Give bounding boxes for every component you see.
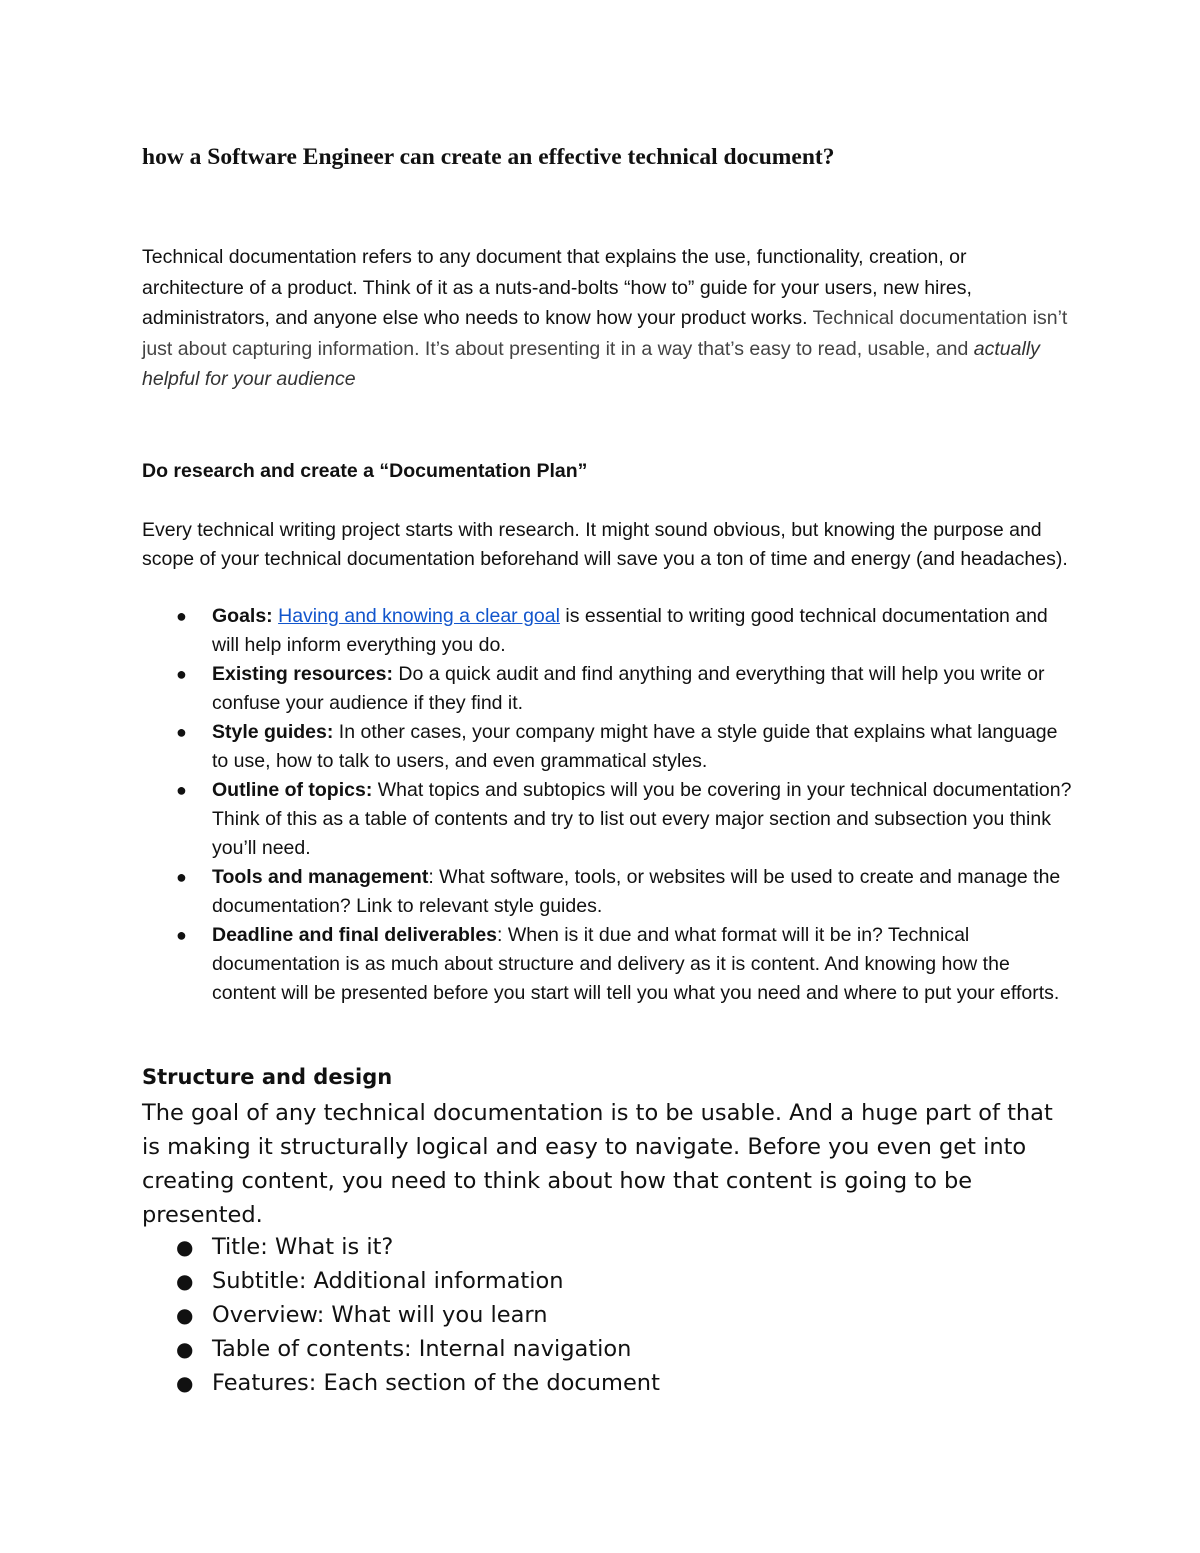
item-text: Overview: What will you learn [212,1302,548,1328]
bullet-icon: ● [176,606,187,626]
item-label: Tools and management [212,866,429,888]
list-item [142,660,1072,718]
intro-part-3: actually helpful for your audience [142,337,1040,390]
structure-heading: Structure and design [142,1065,393,1089]
item-text: is essential to writing good technical documentation and will help inform everything you do. [212,605,1048,656]
list-item [142,1230,1072,1264]
list-item [142,1366,1072,1400]
bullet-icon: ● [176,1371,194,1395]
bullet-icon: ● [176,867,187,887]
bullet-icon: ● [176,1269,194,1293]
list-item [142,1332,1072,1366]
bullet-icon: ● [176,1337,194,1361]
intro-part-2: Technical documentation isn’t just about capturing information. It’s about presenting it in a way that’s easy to read, usable, and [142,307,1068,360]
list-item [142,921,1072,1008]
list-item [142,863,1072,921]
plan-intro-paragraph: Every technical writing project starts with research. It might sound obvious, but knowing the purpose and scope of your technical documentation beforehand will save you a ton of time and energy (and headaches). [142,519,1068,570]
bullet-icon: ● [176,664,187,684]
list-item [142,602,1072,660]
item-text: Features: Each section of the document [212,1370,660,1396]
list-item [142,776,1072,863]
plan-list [142,602,1072,1008]
item-label: Deadline and final deliverables [212,924,498,946]
item-text: : What software, tools, or websites will be used to create and manage the documentation? Link to relevant style guides. [212,866,1061,917]
item-text: Do a quick audit and find anything and everything that will help you write or confuse your audience if they find it. [212,663,1045,714]
bullet-icon: ● [176,780,187,800]
document-title: how a Software Engineer can create an effective technical document? [142,144,835,170]
bullet-icon: ● [176,1235,194,1259]
bullet-icon: ● [176,722,187,742]
list-item [142,1264,1072,1298]
item-label: Style guides: [212,721,334,743]
item-text: In other cases, your company might have a style guide that explains what language to use, how to talk to users, and even grammatical styles. [212,721,1058,772]
item-label: Goals: [212,605,273,627]
goal-link[interactable]: Having and knowing a clear goal [278,605,560,627]
item-text: What topics and subtopics will you be covering in your technical documentation? Think of this as a table of contents and try to list out every major section and subsection you think you’ll need. [212,779,1072,859]
intro-paragraph [142,242,1072,395]
list-item [142,718,1072,776]
item-text: Table of contents: Internal navigation [212,1336,632,1362]
item-text: Subtitle: Additional information [212,1268,564,1294]
intro-part-1: Technical documentation refers to any document that explains the use, functionality, creation, or architecture of a product. Think of it as a nuts-and-bolts “how to” guide for your users, new hires, administrators, and anyone else who needs to know how your product works. [142,246,972,329]
item-text: Title: What is it? [212,1234,394,1260]
structure-list [142,1230,1072,1400]
list-item [142,1298,1072,1332]
plan-heading: Do research and create a “Documentation Plan” [142,460,588,482]
item-label: Existing resources: [212,663,393,685]
bullet-icon: ● [176,925,187,945]
item-text: : When is it due and what format will it be in? Technical documentation is as much about structure and delivery as it is content. And knowing how the content will be presented before you start will tell you what you need and where to put your efforts. [212,924,1060,1004]
structure-paragraph: The goal of any technical documentation is to be usable. And a huge part of that is making it structurally logical and easy to navigate. Before you even get into creating content, you need to think about how that content is going to be presented. [142,1100,1053,1228]
bullet-icon: ● [176,1303,194,1327]
item-label: Outline of topics: [212,779,373,801]
